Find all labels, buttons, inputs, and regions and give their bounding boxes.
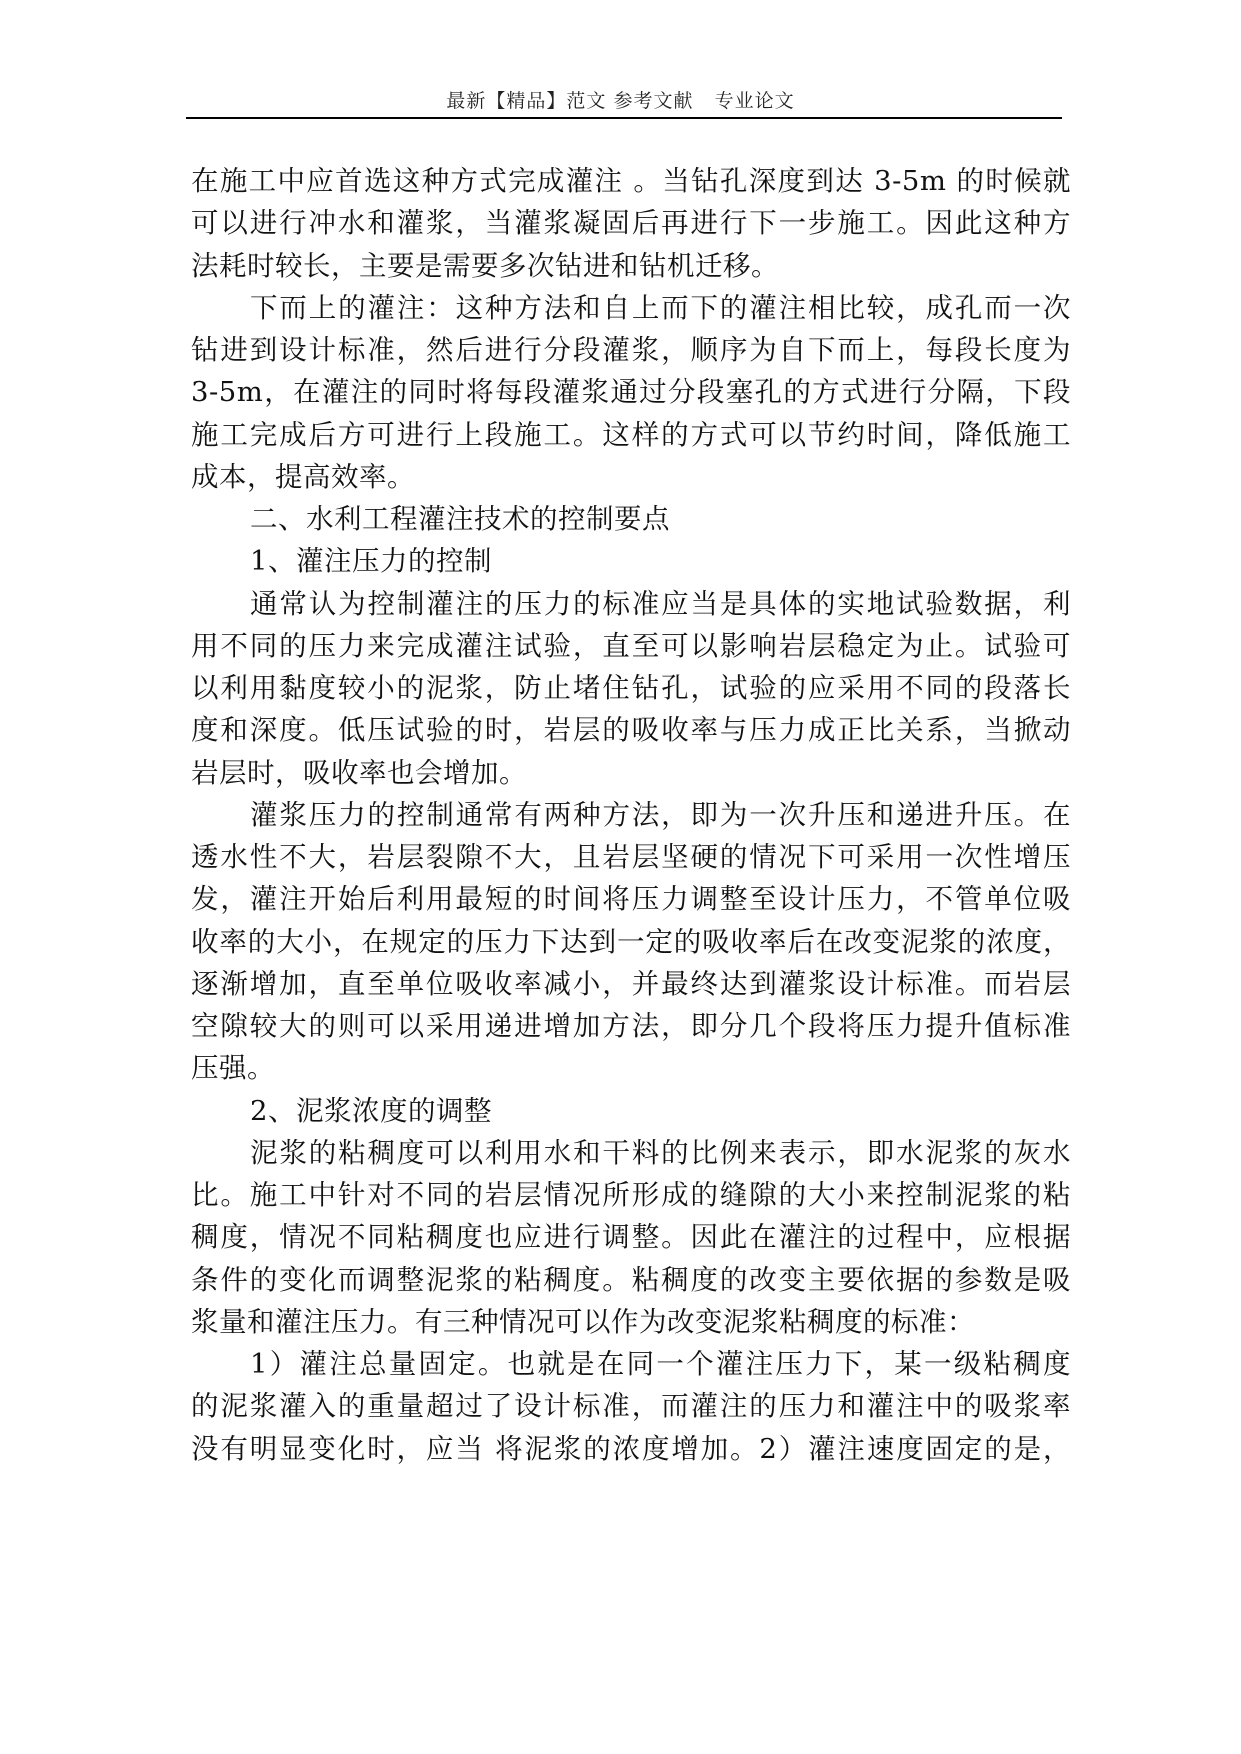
text-line: 以利用黏度较小的泥浆，防止堵住钻孔，试验的应采用不同的段落长: [191, 672, 1071, 704]
text-line: 比。施工中针对不同的岩层情况所形成的缝隙的大小来控制泥浆的粘: [191, 1179, 1071, 1211]
text-line: 稠度，情况不同粘稠度也应进行调整。因此在灌注的过程中，应根据: [191, 1221, 1071, 1254]
subsection-heading: 2、泥浆浓度的调整: [250, 1094, 492, 1127]
paragraph-first-line: 1）灌注总量固定。也就是在同一个灌注压力下，某一级粘稠度: [250, 1348, 1071, 1380]
paragraph-first-line: 通常认为控制灌注的压力的标准应当是具体的实地试验数据，利: [250, 587, 1071, 620]
header-divider: [186, 117, 1062, 119]
text-line: 度和深度。低压试验的时，岩层的吸收率与压力成正比关系，当掀动: [191, 714, 1071, 747]
text-line: 的泥浆灌入的重量超过了设计标准，而灌注的压力和灌注中的吸浆率: [191, 1390, 1071, 1423]
paragraph-first-line: 灌浆压力的控制通常有两种方法，即为一次升压和递进升压。在: [250, 798, 1071, 831]
text-line: 没有明显变化时，应当 将泥浆的浓度增加。2）灌注速度固定的是，: [191, 1432, 1071, 1465]
text-line: 可以进行冲水和灌浆，当灌浆凝固后再进行下一步施工。因此这种方: [191, 207, 1071, 240]
text-line: 收率的大小，在规定的压力下达到一定的吸收率后在改变泥浆的浓度，: [191, 925, 1071, 958]
text-line: 在施工中应首选这种方式完成灌注 。当钻孔深度到达 3-5m 的时候就: [191, 165, 1071, 197]
text-line: 成本，提高效率。: [191, 460, 415, 493]
text-line: 发，灌注开始后利用最短的时间将压力调整至设计压力，不管单位吸: [191, 883, 1071, 916]
text-line: 逐渐增加，直至单位吸收率减小，并最终达到灌浆设计标准。而岩层: [191, 967, 1071, 1000]
text-line: 压强。: [191, 1052, 275, 1085]
text-line: 岩层时，吸收率也会增加。: [191, 756, 527, 789]
text-line: 施工完成后方可进行上段施工。这样的方式可以节约时间，降低施工: [191, 418, 1071, 451]
page-header: 最新【精品】范文 参考文献 专业论文: [446, 90, 795, 112]
text-line: 条件的变化而调整泥浆的粘稠度。粘稠度的改变主要依据的参数是吸: [191, 1263, 1071, 1296]
text-line: 透水性不大，岩层裂隙不大，且岩层坚硬的情况下可采用一次性增压: [191, 841, 1071, 873]
text-line: 法耗时较长，主要是需要多次钻进和钻机迁移。: [191, 249, 779, 282]
paragraph-first-line: 泥浆的粘稠度可以利用水和干料的比例来表示，即水泥浆的灰水: [250, 1136, 1071, 1169]
text-line: 空隙较大的则可以采用递进增加方法，即分几个段将压力提升值标准: [191, 1010, 1071, 1042]
text-line: 钻进到设计标准，然后进行分段灌浆，顺序为自下而上，每段长度为: [191, 334, 1071, 366]
text-line: 3-5m，在灌注的同时将每段灌浆通过分段塞孔的方式进行分隔，下段: [191, 376, 1071, 409]
text-line: 用不同的压力来完成灌注试验，直至可以影响岩层稳定为止。试验可: [191, 629, 1071, 662]
document-body: [191, 160, 1071, 1470]
paragraph-first-line: 下而上的灌注：这种方法和自上而下的灌注相比较，成孔而一次: [250, 291, 1071, 324]
text-line: 浆量和灌注压力。有三种情况可以作为改变泥浆粘稠度的标准：: [191, 1305, 975, 1338]
section-heading: 二、水利工程灌注技术的控制要点: [250, 503, 670, 535]
subsection-heading: 1、灌注压力的控制: [250, 545, 492, 578]
